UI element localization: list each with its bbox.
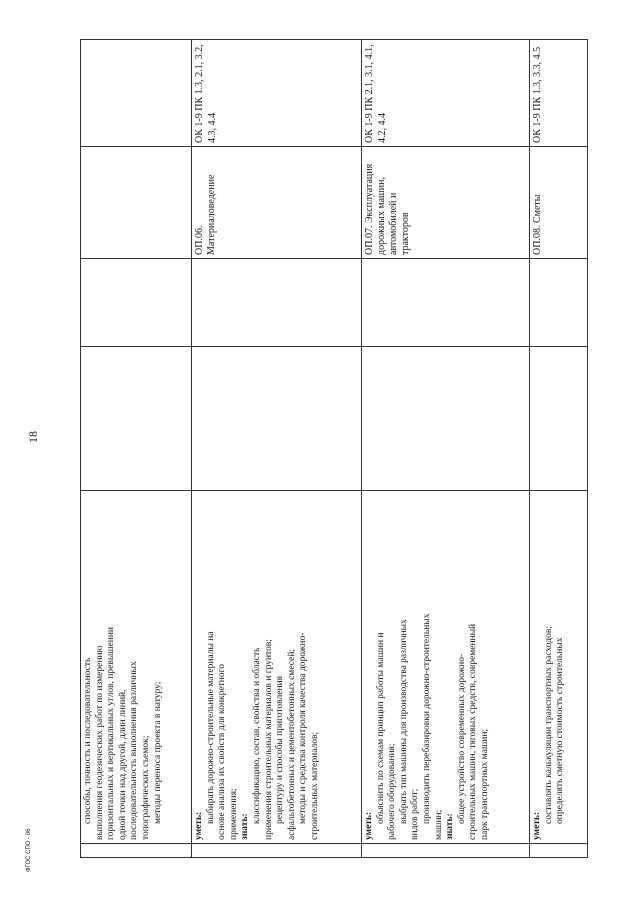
requirement-line: общее устройство современных дорожно- <box>456 653 467 824</box>
requirement-line: строительных материалов; <box>309 731 320 840</box>
empty-cell <box>81 347 192 491</box>
requirement-line: последовательность выполнения различных <box>129 661 140 840</box>
empty-cell <box>81 259 192 347</box>
empty-cell <box>530 259 588 347</box>
requirement-line: видов работ; <box>410 788 421 840</box>
index-cell <box>192 844 362 858</box>
requirement-line: парк транспортных машин; <box>479 728 490 840</box>
requirement-line: выполнения геодезических работ по измерению <box>94 645 105 840</box>
table-row <box>362 40 530 858</box>
discipline-cell: ОП.06. Материаловедение <box>192 147 362 259</box>
discipline-cell: ОП.07. Эксплуатация дорожных машин, автомобилей и тракторов <box>362 147 530 259</box>
competencies-cell: ОК 1-9 ПК 1.3, 2.1, 3.2, 4.3, 4.4 <box>192 40 362 147</box>
requirement-line: рабочего оборудования; <box>387 743 398 840</box>
table-row <box>530 40 588 858</box>
empty-cell <box>530 347 588 491</box>
table-body <box>81 40 588 858</box>
requirement-line: выбирать дорожно-строительные материалы на <box>205 631 216 824</box>
requirement-line: методы переноса проекта в натуру; <box>152 681 163 824</box>
requirement-line: машин; <box>433 809 444 840</box>
requirements-cell <box>530 491 588 844</box>
discipline-cell <box>81 147 192 259</box>
empty-cell <box>362 347 530 491</box>
requirements-cell <box>81 491 192 844</box>
empty-cell <box>362 259 530 347</box>
section-heading: уметь: <box>194 811 204 840</box>
requirements-cell <box>362 491 530 844</box>
requirements-cell <box>192 491 362 844</box>
section-heading: знать: <box>445 813 456 840</box>
requirements-table <box>80 39 588 858</box>
requirement-line: составлять калькуляции транспортных расходов; <box>543 626 554 824</box>
requirement-line: выбрать тип машины для производства различных <box>398 619 409 824</box>
requirement-line: горизонтальных и вертикальных углов, превышении <box>106 626 117 840</box>
section-heading: знать: <box>240 813 251 840</box>
footer-code: ФГОС СПО - 06 <box>26 828 32 872</box>
rotated-page-content <box>80 40 587 858</box>
requirement-line: применения; <box>228 788 239 840</box>
requirement-line: применения строительных материалов и грунтов; <box>263 639 274 840</box>
requirement-line: топографических съемок; <box>140 735 151 840</box>
competencies-cell: ОК 1-9 ПК 1.3, 3.3, 4.5 <box>530 40 588 147</box>
requirement-line: асфальтобетонных и цементобетонных смесей; <box>286 648 297 840</box>
table-row <box>81 40 192 858</box>
requirement-line: производить перебазировки дорожно-строительных <box>421 613 432 824</box>
competencies-cell <box>81 40 192 147</box>
requirement-line: объяснить по схемам принцип работы машин и <box>375 632 386 824</box>
table-row <box>192 40 362 858</box>
empty-cell <box>192 259 362 347</box>
index-cell <box>81 844 192 858</box>
page-number: 18 <box>26 431 40 443</box>
requirement-line: строительных машин, тяговых средств, современный <box>468 623 479 840</box>
empty-cell <box>192 347 362 491</box>
requirement-line: основе анализа их свойств для конкретного <box>217 663 228 840</box>
index-cell <box>530 844 588 858</box>
requirement-line: методы и средства контроля качества дорожно- <box>298 632 309 824</box>
index-cell <box>362 844 530 858</box>
requirement-line: рецептуру и способы приготовления <box>275 675 286 824</box>
section-heading: уметь: <box>532 811 542 840</box>
competencies-cell: ОК 1-9 ПК 2.1, 3.1, 4.1, 4.2, 4.4 <box>362 40 530 147</box>
requirement-line: одной точки над другой, длин линий, <box>117 689 128 840</box>
section-heading: уметь: <box>364 811 374 840</box>
discipline-cell: ОП.08. Сметы <box>530 147 588 259</box>
requirement-line: определять сметную стоимость строительных <box>555 637 566 824</box>
requirement-line: способы, точность и последовательность <box>83 657 93 824</box>
requirement-line: классификацию, состав, свойства и область <box>251 647 262 824</box>
